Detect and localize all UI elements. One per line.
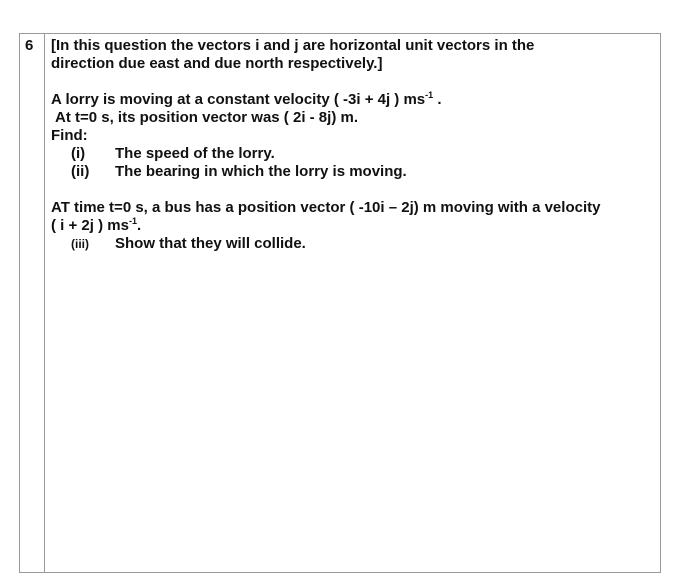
find-label: Find: <box>51 127 88 144</box>
lorry-velocity-text: A lorry is moving at a constant velocity ( -3i + 4j ) ms <box>51 91 426 108</box>
part-iii-label: (iii) <box>71 237 89 251</box>
bus-line-1: AT time t=0 s, a bus has a position vector ( -10i – 2j) m moving with a velocity <box>51 199 601 216</box>
lorry-velocity-exponent: -1 <box>425 90 434 100</box>
part-i-label: (i) <box>71 145 86 162</box>
intro-line-2: direction due east and due north respectively.] <box>51 55 383 72</box>
part-ii-text: The bearing in which the lorry is moving. <box>115 163 407 180</box>
part-iii-text: Show that they will collide. <box>115 235 306 252</box>
question-number: 6 <box>25 37 34 54</box>
lorry-velocity-line <box>51 91 657 109</box>
bus-velocity-text: ( i + 2j ) ms <box>51 217 129 234</box>
bus-velocity-exponent: -1 <box>128 216 137 226</box>
bus-line-2 <box>51 217 657 235</box>
intro-line-1: [In this question the vectors i and j are horizontal unit vectors in the <box>51 37 535 54</box>
part-ii <box>51 163 657 181</box>
lorry-velocity-end: . <box>433 91 442 108</box>
bus-velocity-end: . <box>136 217 142 234</box>
part-i-text: The speed of the lorry. <box>115 145 275 162</box>
part-iii <box>51 235 657 253</box>
part-i <box>51 145 657 163</box>
part-ii-label: (ii) <box>71 163 90 180</box>
column-divider <box>44 33 45 573</box>
lorry-position-line: At t=0 s, its position vector was ( 2i - 8j) m. <box>55 109 358 126</box>
question-body <box>51 37 657 253</box>
